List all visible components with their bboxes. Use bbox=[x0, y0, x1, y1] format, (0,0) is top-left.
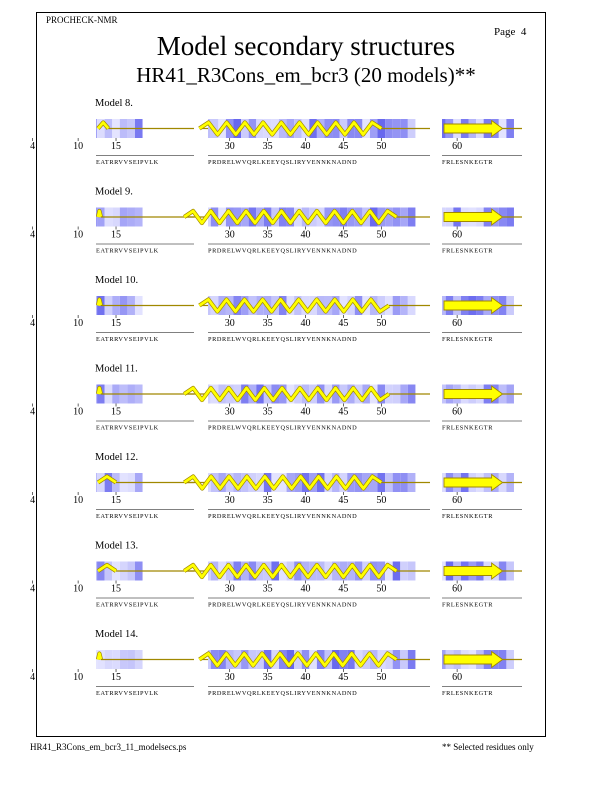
segment-sequence: EATRRVVSEIPVLK bbox=[96, 336, 159, 343]
model-label: Model 8. bbox=[95, 98, 133, 109]
segment-sequence: EATRRVVSEIPVLK bbox=[96, 601, 159, 609]
residue-tick-label: 4 bbox=[30, 229, 36, 241]
residue-tick-label: 4 bbox=[30, 672, 36, 683]
residue-shade-cell bbox=[96, 650, 97, 669]
residue-shade-cell bbox=[96, 562, 97, 581]
model-block bbox=[30, 187, 522, 255]
residue-tick-label: 4 bbox=[30, 406, 36, 418]
model-block bbox=[30, 275, 522, 343]
residue-tick-label: 40 bbox=[300, 583, 311, 595]
residue-tick-label: 40 bbox=[300, 406, 311, 418]
footer-filename: HR41_R3Cons_em_bcr3_11_modelsecs.ps bbox=[30, 742, 187, 752]
residue-shade-cell bbox=[96, 473, 97, 492]
residue-tick-label: 45 bbox=[338, 141, 349, 152]
residue-tick-label: 10 bbox=[73, 141, 84, 152]
residue-tick-label: 45 bbox=[338, 318, 349, 329]
segment-sequence: EATRRVVSEIPVLK bbox=[96, 513, 159, 520]
residue-tick-label: 30 bbox=[224, 141, 235, 152]
model-label: Model 11. bbox=[95, 363, 138, 375]
residue-tick-label: 35 bbox=[262, 672, 273, 683]
segment-sequence: EATRRVVSEIPVLK bbox=[96, 690, 159, 697]
page-number: Page 4 bbox=[494, 26, 527, 38]
model-block bbox=[30, 98, 522, 166]
segment-sequence: EATRRVVSEIPVLK bbox=[96, 159, 159, 166]
residue-tick-label: 50 bbox=[376, 406, 387, 418]
residue-tick-label: 40 bbox=[300, 141, 311, 152]
residue-tick-label: 60 bbox=[452, 141, 463, 152]
residue-tick-label: 15 bbox=[111, 406, 122, 418]
segment-sequence: PRDRELWVQRLKEEYQSLIRYVENNKNADND bbox=[208, 247, 358, 255]
residue-tick-label: 4 bbox=[30, 141, 36, 152]
segment-sequence: PRDRELWVQRLKEEYQSLIRYVENNKNADND bbox=[208, 601, 358, 609]
residue-tick-label: 35 bbox=[262, 406, 273, 418]
segment-sequence: PRDRELWVQRLKEEYQSLIRYVENNKNADND bbox=[208, 159, 358, 166]
segment-sequence: FRLESNKEGTR bbox=[442, 336, 494, 343]
segment-sequence: FRLESNKEGTR bbox=[442, 513, 494, 520]
residue-tick-label: 10 bbox=[73, 672, 84, 683]
model-label: Model 13. bbox=[95, 540, 139, 552]
residue-tick-label: 50 bbox=[376, 495, 387, 506]
residue-tick-label: 10 bbox=[73, 583, 84, 595]
residue-tick-label: 10 bbox=[73, 495, 84, 506]
model-block bbox=[30, 541, 522, 609]
residue-tick-label: 4 bbox=[30, 583, 36, 595]
page-title: Model secondary structures bbox=[156, 31, 456, 61]
residue-shade-cell bbox=[96, 385, 97, 404]
segment-sequence: PRDRELWVQRLKEEYQSLIRYVENNKNADND bbox=[208, 336, 358, 343]
residue-tick-label: 50 bbox=[376, 229, 387, 241]
residue-shade-cell bbox=[96, 119, 97, 138]
segment-sequence: PRDRELWVQRLKEEYQSLIRYVENNKNADND bbox=[208, 513, 358, 520]
segment-sequence: PRDRELWVQRLKEEYQSLIRYVENNKNADND bbox=[208, 424, 358, 432]
residue-tick-label: 40 bbox=[300, 672, 311, 683]
residue-tick-label: 35 bbox=[262, 318, 273, 329]
model-label: Model 14. bbox=[95, 629, 139, 640]
residue-tick-label: 10 bbox=[73, 406, 84, 418]
model-label: Model 10. bbox=[95, 275, 139, 286]
helix-1 bbox=[98, 654, 101, 660]
residue-tick-label: 45 bbox=[338, 229, 349, 241]
residue-tick-label: 15 bbox=[111, 318, 122, 329]
residue-shade-cell bbox=[96, 208, 97, 227]
page-subtitle: HR41_R3Cons_em_bcr3 (20 models)** bbox=[136, 63, 476, 87]
residue-tick-label: 35 bbox=[262, 229, 273, 241]
residue-tick-label: 45 bbox=[338, 406, 349, 418]
residue-tick-label: 40 bbox=[300, 229, 311, 241]
residue-tick-label: 15 bbox=[111, 229, 122, 241]
residue-tick-label: 4 bbox=[30, 495, 36, 506]
residue-tick-label: 60 bbox=[452, 318, 463, 329]
residue-tick-label: 45 bbox=[338, 672, 349, 683]
residue-tick-label: 15 bbox=[111, 672, 122, 683]
residue-tick-label: 30 bbox=[224, 318, 235, 329]
residue-tick-label: 30 bbox=[224, 583, 235, 595]
residue-tick-label: 30 bbox=[224, 406, 235, 418]
model-block bbox=[30, 364, 522, 432]
residue-tick-label: 10 bbox=[73, 229, 84, 241]
segment-sequence: FRLESNKEGTR bbox=[442, 690, 494, 697]
residue-shade-cell bbox=[96, 296, 97, 315]
model-block bbox=[30, 629, 522, 697]
residue-tick-label: 30 bbox=[224, 495, 235, 506]
residue-tick-label: 60 bbox=[452, 583, 463, 595]
residue-tick-label: 60 bbox=[452, 495, 463, 506]
residue-tick-label: 35 bbox=[262, 141, 273, 152]
model-label: Model 12. bbox=[95, 452, 139, 463]
residue-tick-label: 35 bbox=[262, 495, 273, 506]
segment-sequence: FRLESNKEGTR bbox=[442, 601, 494, 609]
residue-tick-label: 60 bbox=[452, 672, 463, 683]
residue-tick-label: 15 bbox=[111, 495, 122, 506]
residue-tick-label: 50 bbox=[376, 141, 387, 152]
program-name: PROCHECK-NMR bbox=[46, 15, 118, 25]
helix-1 bbox=[98, 300, 101, 306]
residue-tick-label: 45 bbox=[338, 583, 349, 595]
helix-1 bbox=[98, 211, 101, 217]
residue-tick-label: 50 bbox=[376, 672, 387, 683]
residue-tick-label: 45 bbox=[338, 495, 349, 506]
residue-tick-label: 10 bbox=[73, 318, 84, 329]
model-block bbox=[30, 452, 522, 520]
segment-sequence: PRDRELWVQRLKEEYQSLIRYVENNKNADND bbox=[208, 690, 358, 697]
helix-1 bbox=[98, 388, 101, 394]
residue-tick-label: 60 bbox=[452, 406, 463, 418]
residue-tick-label: 40 bbox=[300, 318, 311, 329]
segment-sequence: EATRRVVSEIPVLK bbox=[96, 424, 159, 432]
residue-tick-label: 60 bbox=[452, 229, 463, 241]
residue-tick-label: 15 bbox=[111, 141, 122, 152]
residue-tick-label: 30 bbox=[224, 229, 235, 241]
residue-tick-label: 50 bbox=[376, 318, 387, 329]
segment-sequence: FRLESNKEGTR bbox=[442, 424, 494, 432]
segment-sequence: EATRRVVSEIPVLK bbox=[96, 247, 159, 255]
residue-tick-label: 15 bbox=[111, 583, 122, 595]
residue-tick-label: 4 bbox=[30, 318, 36, 329]
residue-tick-label: 35 bbox=[262, 583, 273, 595]
footer-note: ** Selected residues only bbox=[442, 742, 534, 752]
model-label: Model 9. bbox=[95, 186, 133, 198]
residue-tick-label: 50 bbox=[376, 583, 387, 595]
segment-sequence: FRLESNKEGTR bbox=[442, 247, 494, 255]
residue-tick-label: 30 bbox=[224, 672, 235, 683]
residue-tick-label: 40 bbox=[300, 495, 311, 506]
segment-sequence: FRLESNKEGTR bbox=[442, 159, 494, 166]
